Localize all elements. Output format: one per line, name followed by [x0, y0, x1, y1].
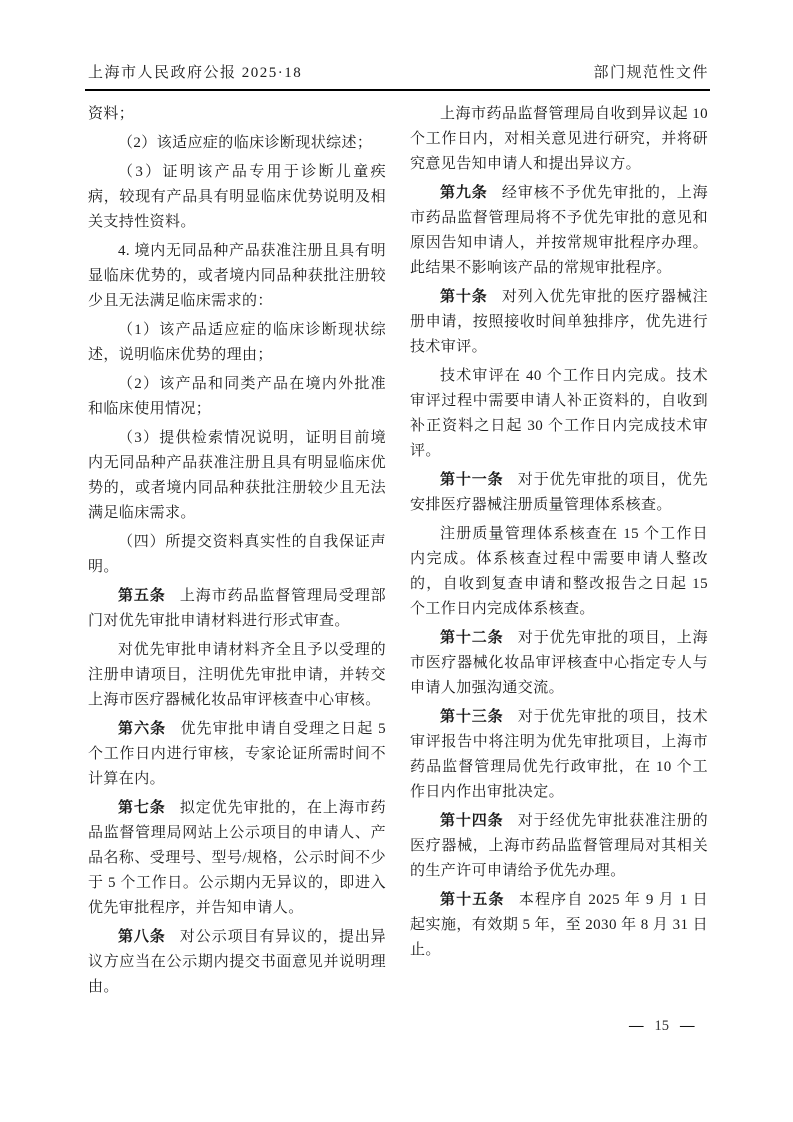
- right-column: [410, 102, 708, 1000]
- paragraph-text: 注册质量管理体系核查在 15 个工作日内完成。体系核查过程中需要申请人整改的，自收到复查申请和整改报告之日起 15 个工作日内完成体系核查。: [410, 526, 708, 617]
- paragraph-text: 对于优先审批的项目，上海市医疗器械化妆品审评核查中心指定专人与申请人加强沟通交流。: [410, 630, 708, 696]
- paragraph-text: 技术审评在 40 个工作日内完成。技术审评过程中需要申请人补正资料的，自收到补正资料之日起 30 个工作日内完成技术审评。: [410, 368, 708, 459]
- paragraph-text: 4. 境内无同品种产品获准注册且具有明显临床优势的，或者境内同品种获批注册较少且无法满足临床需求的：: [88, 243, 386, 309]
- paragraph-text: 上海市药品监督管理局自收到异议起 10 个工作日内，对相关意见进行研究，并将研究意见告知申请人和提出异议方。: [410, 106, 708, 172]
- paragraph-text: （3）提供检索情况说明，证明目前境内无同品种产品获准注册且具有明显临床优势的，或者境内同品种获批注册较少且无法满足临床需求。: [88, 430, 386, 521]
- article-number: 第十条: [440, 289, 488, 305]
- article-number: 第十五条: [440, 892, 505, 908]
- paragraph-text: 本程序自 2025 年 9 月 1 日起实施，有效期 5 年，至 2030 年 8 月 31 日止。: [410, 892, 708, 958]
- article-number: 第十四条: [440, 813, 504, 829]
- article-number: 第九条: [440, 185, 488, 201]
- paragraph: [88, 925, 386, 1000]
- paragraph: [88, 372, 386, 422]
- paragraph: [410, 364, 708, 464]
- paragraph-text: 对于经优先审批获准注册的医疗器械，上海市药品监督管理局对其相关的生产许可申请给予优先办理。: [410, 813, 708, 879]
- paragraph: [88, 131, 386, 156]
- paragraph-text: 拟定优先审批的，在上海市药品监督管理局网站上公示项目的申请人、产品名称、受理号、型号/规格，公示时间不少于 5 个工作日。公示期内无异议的，即进入优先审批程序，并告知申请人。: [88, 800, 386, 916]
- paragraph-text: 对列入优先审批的医疗器械注册申请，按照接收时间单独排序，优先进行技术审评。: [410, 289, 708, 355]
- article-number: 第十一条: [440, 472, 504, 488]
- paragraph: [410, 888, 708, 963]
- article-number: 第八条: [118, 929, 166, 945]
- page-header: [88, 61, 709, 82]
- article-number: 第十二条: [440, 630, 504, 646]
- paragraph: [88, 318, 386, 368]
- paragraph-text: 上海市药品监督管理局受理部门对优先审批申请材料进行形式审查。: [88, 588, 386, 629]
- left-column: [88, 102, 386, 1000]
- article-number: 第五条: [118, 588, 166, 604]
- page-number: 15: [654, 1018, 669, 1034]
- paragraph-text: （2）该产品和同类产品在境内外批准和临床使用情况；: [88, 376, 386, 417]
- paragraph: [88, 102, 386, 127]
- paragraph: [410, 705, 708, 805]
- paragraph: [410, 809, 708, 884]
- article-number: 第七条: [118, 800, 166, 816]
- paragraph-text: 优先审批申请自受理之日起 5 个工作日内进行审核，专家论证所需时间不计算在内。: [88, 721, 387, 787]
- paragraph: [410, 102, 708, 177]
- paragraph-text: 对公示项目有异议的，提出异议方应当在公示期内提交书面意见并说明理由。: [88, 929, 386, 995]
- paragraph-text: 对于优先审批的项目，技术审评报告中将注明为优先审批项目，上海市药品监督管理局优先行政审批，在 10 个工作日内作出审批决定。: [410, 709, 708, 800]
- paragraph: [88, 160, 386, 235]
- paragraph: [88, 584, 386, 634]
- paragraph: [410, 181, 708, 281]
- paragraph: [88, 530, 386, 580]
- paragraph-text: （1）该产品适应症的临床诊断现状综述，说明临床优势的理由；: [88, 322, 386, 363]
- paragraph-text: （3）证明该产品专用于诊断儿童疾病，较现有产品具有明显临床优势说明及相关支持性资料。: [88, 164, 386, 230]
- paragraph-text: 资料；: [88, 106, 135, 122]
- paragraph-text: 对于优先审批的项目，优先安排医疗器械注册质量管理体系核查。: [410, 472, 708, 513]
- paragraph: [410, 285, 708, 360]
- section-label: 部门规范性文件: [593, 65, 709, 81]
- paragraph: [410, 468, 708, 518]
- paragraph: [88, 638, 386, 713]
- article-number: 第十三条: [440, 709, 504, 725]
- footer-dash-left: —: [629, 1018, 644, 1034]
- paragraph: [88, 717, 386, 792]
- paragraph-text: （2）该适应症的临床诊断现状综述；: [118, 135, 373, 151]
- paragraph-text: 对优先审批申请材料齐全且予以受理的注册申请项目，注明优先审批申请，并转交上海市医疗器械化妆品审评核查中心审核。: [88, 642, 386, 708]
- footer-dash-right: —: [680, 1018, 695, 1034]
- paragraph: [410, 522, 708, 622]
- gazette-title: 上海市人民政府公报 2025·18: [88, 65, 303, 81]
- paragraph: [88, 796, 386, 921]
- header-rule: [85, 89, 710, 91]
- paragraph-text: （四）所提交资料真实性的自我保证声明。: [88, 534, 386, 575]
- document-body: [88, 102, 708, 1000]
- page-footer: [629, 1018, 695, 1035]
- paragraph: [410, 626, 708, 701]
- paragraph: [88, 426, 386, 526]
- article-number: 第六条: [118, 721, 167, 737]
- paragraph: [88, 239, 386, 314]
- paragraph-text: 经审核不予优先审批的，上海市药品监督管理局将不予优先审批的意见和原因告知申请人，并按常规审批程序办理。此结果不影响该产品的常规审批程序。: [410, 185, 708, 276]
